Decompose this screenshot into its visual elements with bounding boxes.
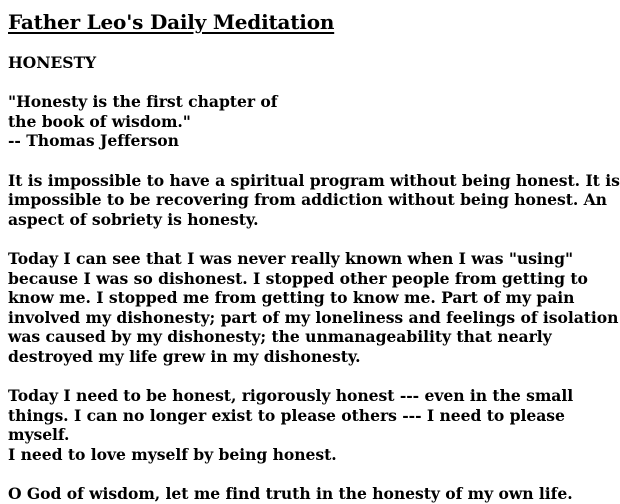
paragraph-3: Today I need to be honest, rigorously honest --- even in the small things. I can no longer exist to please others --- I need to please myself. I need to love myself by being honest. — [8, 386, 574, 464]
quote-line-2: the book of wisdom." — [8, 111, 191, 131]
closing-prayer: O God of wisdom, let me find truth in the honesty of my own life. — [8, 484, 573, 504]
quote-attribution: -- Thomas Jefferson — [8, 131, 179, 151]
quote-line-1: "Honesty is the first chapter of — [8, 92, 278, 112]
quote-block — [8, 92, 620, 151]
meditation-topic: HONESTY — [8, 53, 97, 72]
page-title: Father Leo's Daily Meditation — [8, 10, 335, 34]
paragraph-2: Today I can see that I was never really known when I was "using" because I was so dishonest. I stopped other people from getting to know me. I stopped me from getting to know me. Part of my pain involved my dishonesty; part of my loneliness and feelings of isolation was caused by my dishonesty; the unmanageability that nearly destroyed my life grew in my dishonesty. — [8, 248, 619, 366]
paragraph-1: It is impossible to have a spiritual program without being honest. It is impossible to be recovering from addiction without being honest. An aspect of sobriety is honesty. — [8, 170, 620, 229]
